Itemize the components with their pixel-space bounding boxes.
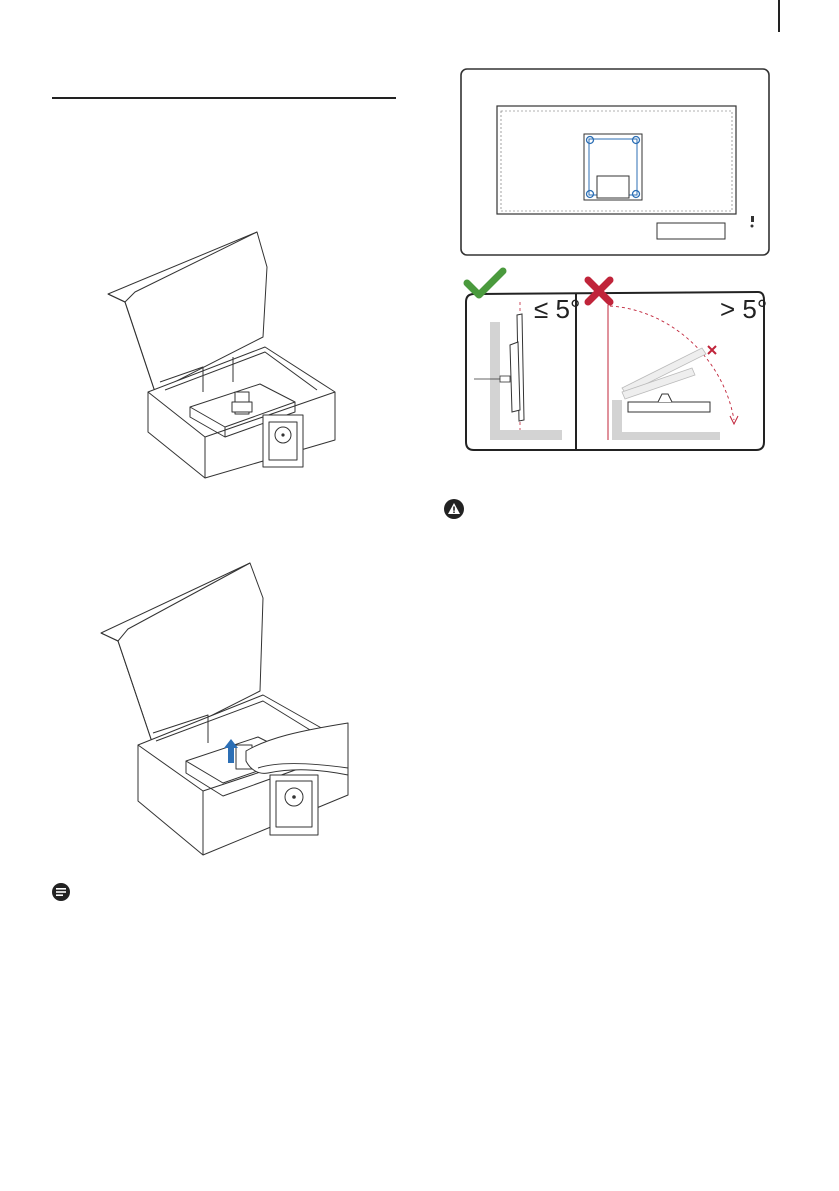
monitor-back-vesa-diagram	[460, 68, 770, 258]
monitor-in-box-illustration	[105, 232, 345, 482]
cross-icon	[584, 276, 614, 306]
page-edge-rule	[778, 0, 780, 32]
caution-warning-icon	[444, 499, 464, 519]
tilt-ok-label: ≤ 5°	[534, 294, 581, 324]
tilt-bad-label: > 5°	[720, 294, 768, 324]
note-icon	[52, 883, 70, 901]
section-heading-rule	[52, 97, 396, 99]
tilt-angle-comparison	[462, 270, 768, 452]
checkmark-icon	[464, 268, 506, 298]
lift-base-illustration	[98, 563, 353, 858]
